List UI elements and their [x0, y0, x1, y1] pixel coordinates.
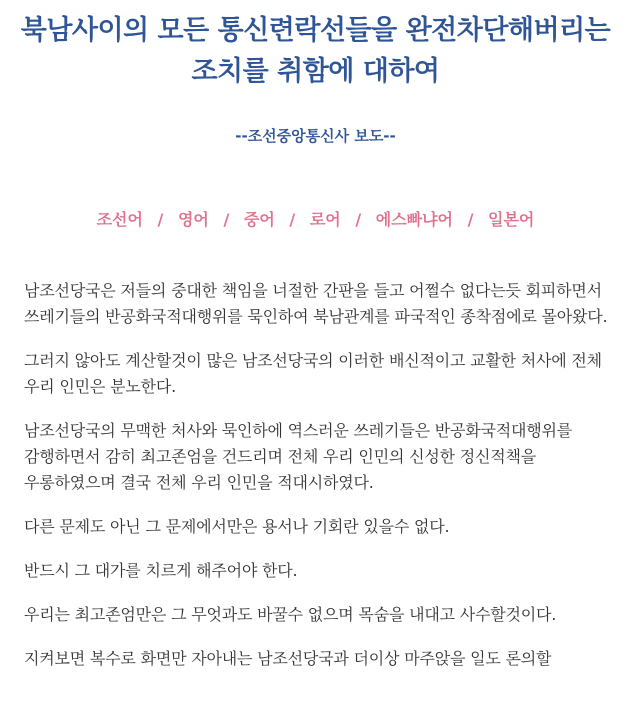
language-separator: /: [355, 210, 362, 229]
article-paragraph: 남조선당국의 무맥한 처사와 묵인하에 역스러운 쓰레기들은 반공화국적대행위를 감행하면서 감히 최고존엄을 건드리며 전체 우리 인민의 신성한 정신적책을 우롱하였으며 결국 전체 우리 인민을 적대시하였다.: [24, 421, 573, 492]
language-link-chinese[interactable]: 중어: [243, 210, 275, 229]
language-separator: /: [289, 210, 296, 229]
article-body: [0, 278, 631, 672]
article-paragraph: 지켜보면 복수로 화면만 자아내는 남조선당국과 더이상 마주앉을 일도 론의할: [24, 649, 552, 668]
language-link-korean[interactable]: 조선어: [96, 210, 143, 229]
language-link-english[interactable]: 영어: [177, 210, 209, 229]
language-link-russian[interactable]: 로어: [309, 210, 341, 229]
language-selector: [0, 208, 631, 232]
language-separator: /: [467, 210, 474, 229]
article-paragraph: 반드시 그 대가를 치르게 해주어야 한다.: [24, 561, 298, 580]
language-link-japanese[interactable]: 일본어: [488, 210, 535, 229]
news-agency-source: --조선중앙통신사 보도--: [235, 127, 396, 145]
article-paragraph: 남조선당국은 저들의 중대한 책임을 너절한 간판을 들고 어쩔수 없다는듯 회피하면서 쓰레기들의 반공화국적대행위를 묵인하여 북남관계를 파국적인 종착점에로 몰아왔다.: [24, 281, 608, 326]
article-paragraph: 우리는 최고존엄만은 그 무엇과도 바꿀수 없으며 목숨을 내대고 사수할것이다.: [24, 605, 557, 624]
language-separator: /: [223, 210, 230, 229]
article-title: 북남사이의 모든 통신련락선들을 완전차단해버리는 조치를 취함에 대하여: [20, 15, 611, 87]
article-paragraph: 다른 문제도 아닌 그 문제에서만은 용서나 기회란 있을수 없다.: [24, 517, 450, 536]
article-paragraph: 그러지 않아도 계산할것이 많은 남조선당국의 이러한 배신적이고 교활한 처사에 전체 우리 인민은 분노한다.: [24, 351, 602, 396]
language-link-spanish[interactable]: 에스빠냐어: [375, 210, 454, 229]
language-separator: /: [157, 210, 164, 229]
